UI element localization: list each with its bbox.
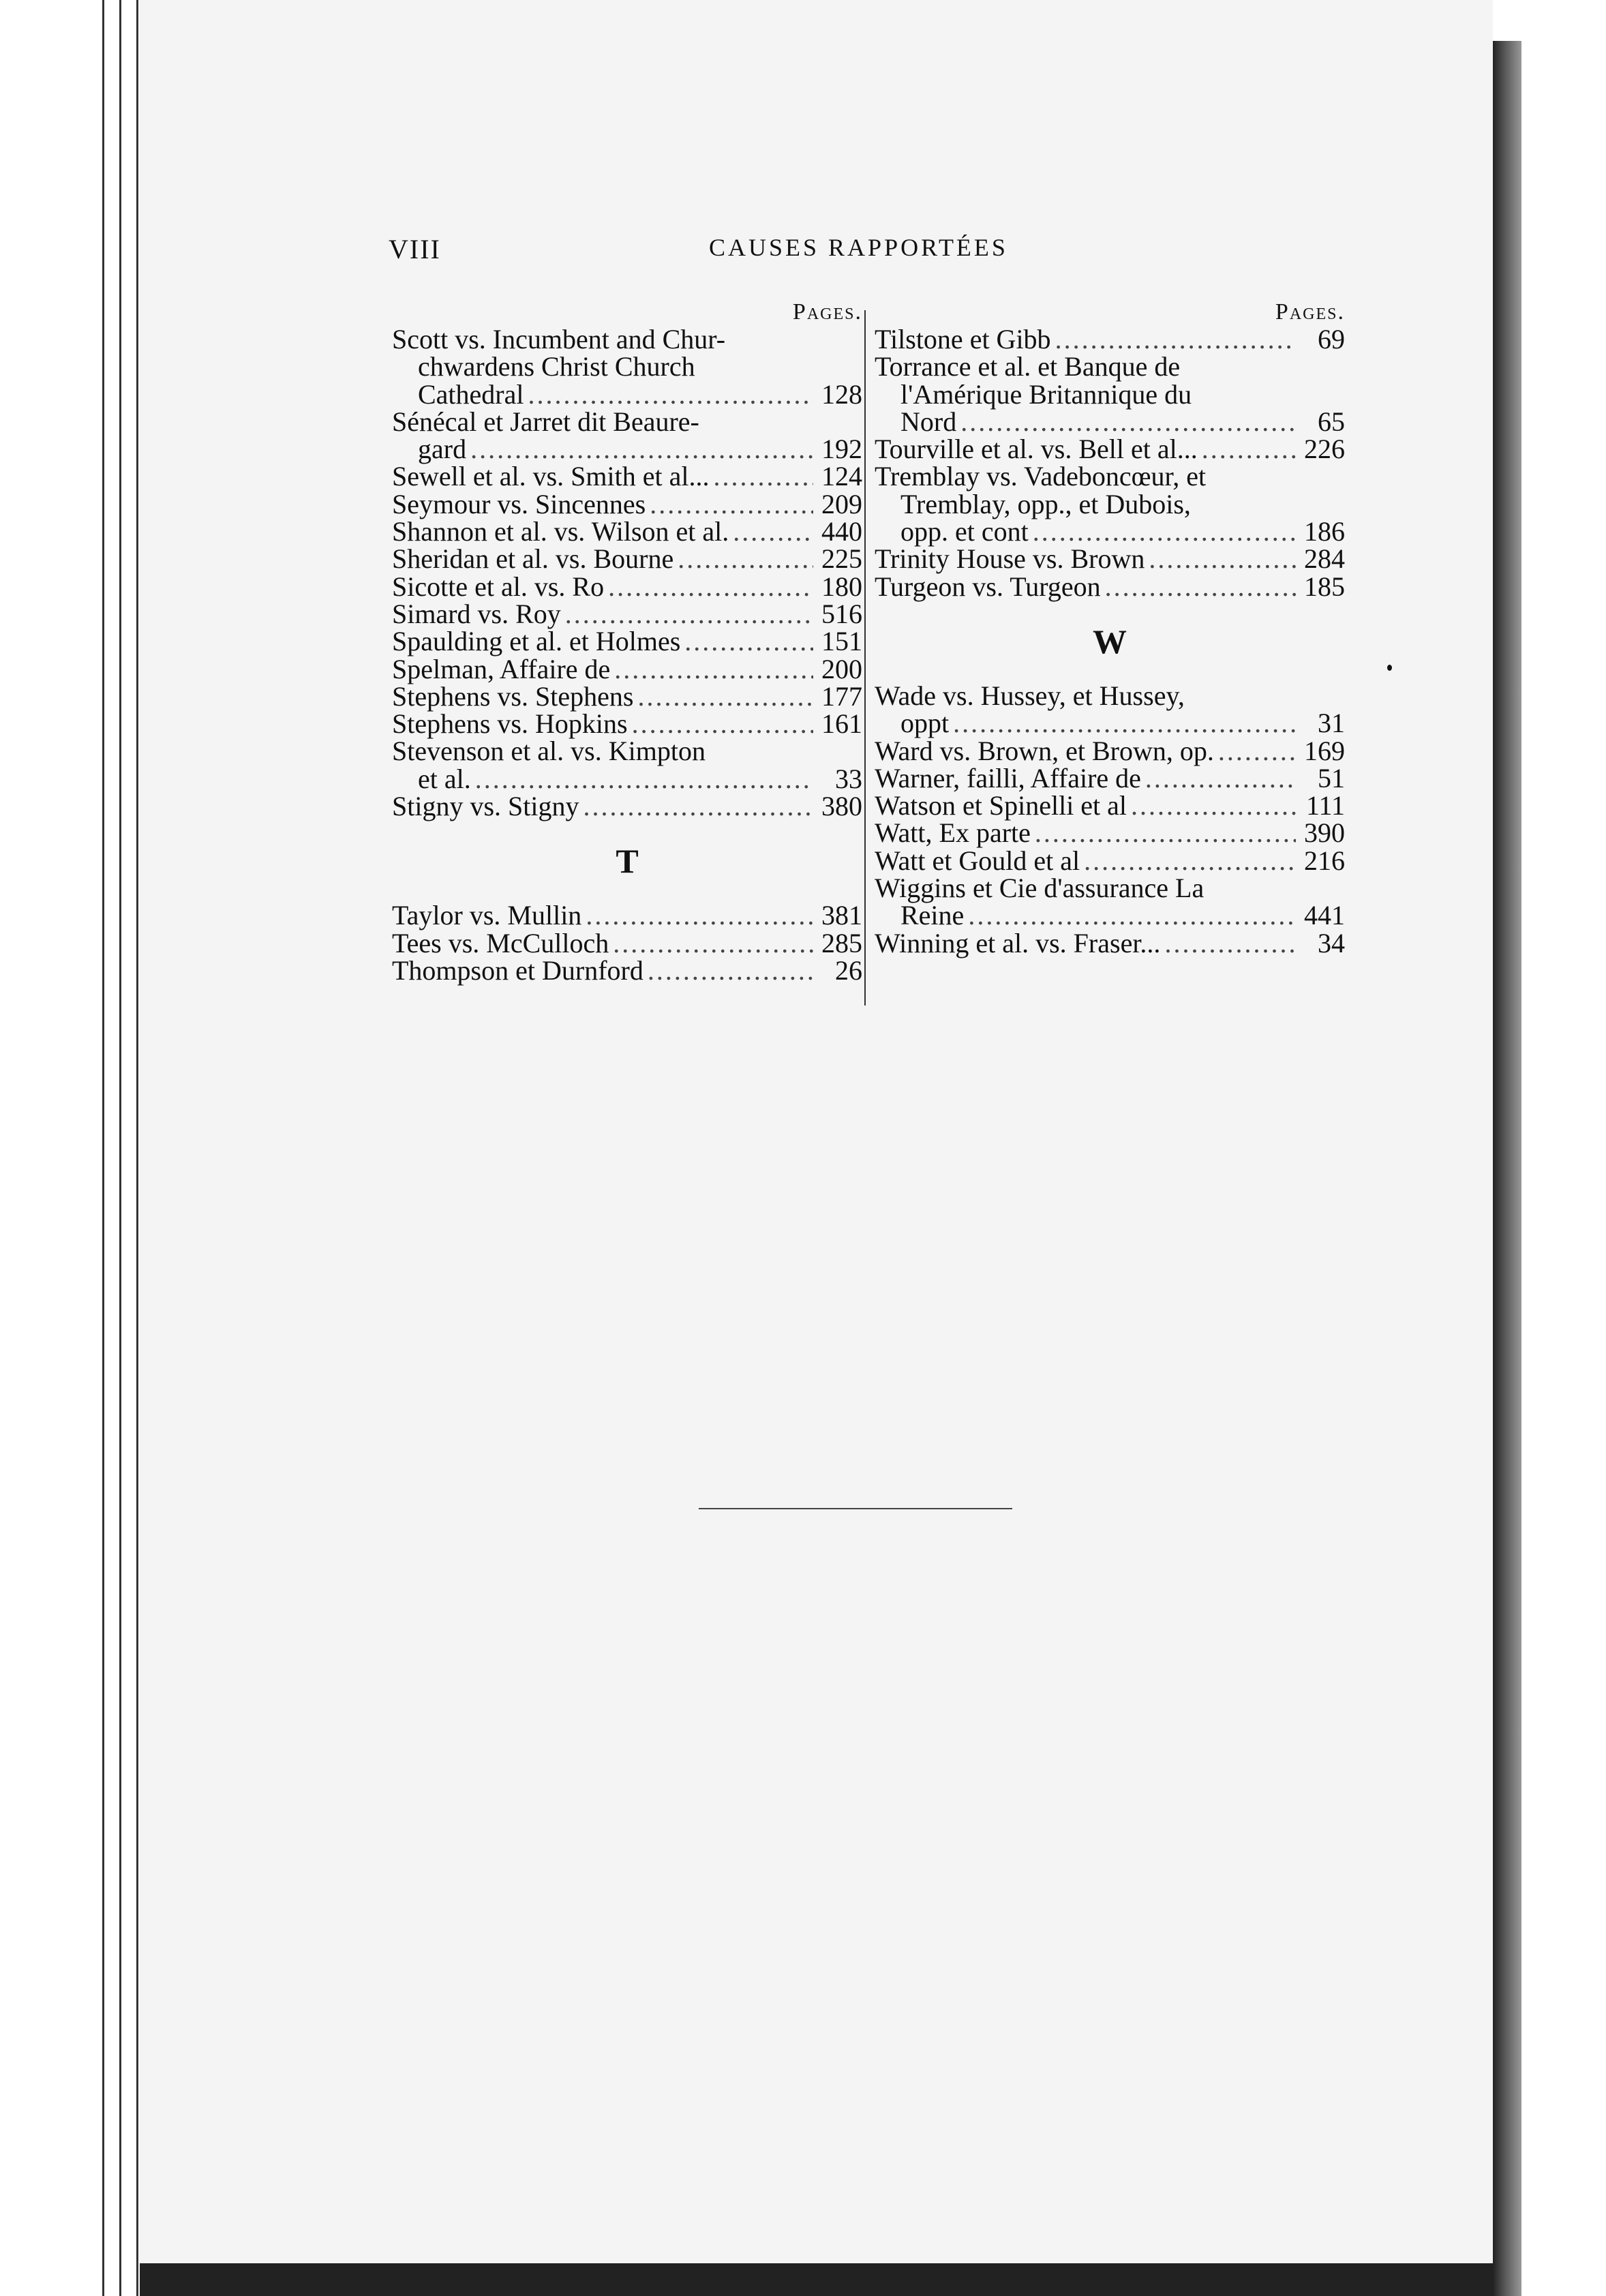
index-entry <box>875 792 1345 819</box>
entry-text: opp. et cont <box>900 516 1029 547</box>
scan-right-margin <box>1521 0 1606 2296</box>
dot-leader <box>1145 765 1296 792</box>
entry-text: Tourville et al. vs. Bell et al... <box>875 434 1198 465</box>
entry-line <box>392 598 862 629</box>
entry-line <box>875 819 1345 847</box>
entry-line <box>392 763 862 794</box>
index-entry <box>392 653 862 684</box>
dot-leader <box>968 902 1296 929</box>
entry-text: Stigny vs. Stigny <box>392 791 579 822</box>
page-ref: 380 <box>821 791 862 822</box>
dot-leader <box>586 902 813 929</box>
dot-leader <box>584 793 813 820</box>
entry-line <box>392 488 862 519</box>
entry-line <box>392 353 862 380</box>
page-ref: 31 <box>1318 708 1345 739</box>
entries-group-t-cont <box>875 326 1345 601</box>
dot-leader <box>1055 326 1296 353</box>
page-ref: 69 <box>1318 324 1345 354</box>
entry-text: oppt <box>900 708 950 739</box>
dot-leader <box>1033 518 1296 545</box>
running-title: CAUSES RAPPORTÉES <box>709 234 1008 261</box>
pages-header: Pages. <box>792 299 862 324</box>
entry-line <box>875 927 1345 958</box>
index-entry <box>392 954 862 986</box>
dot-leader <box>960 408 1296 436</box>
entry-text: Watt, Ex parte <box>875 817 1031 849</box>
page-ref: 200 <box>821 653 862 684</box>
entry-line <box>875 573 1345 601</box>
page-ref: 440 <box>821 516 862 547</box>
entry-text: Cathedral <box>418 378 524 410</box>
index-entry <box>875 819 1345 847</box>
index-entry <box>875 847 1345 875</box>
entry-text: Ward vs. Brown, et Brown, op. <box>875 735 1214 766</box>
entry-text: Turgeon vs. Turgeon <box>875 571 1101 602</box>
page-binding-shadow <box>1493 41 1521 2296</box>
page-edge-line <box>102 0 104 2296</box>
index-entry <box>875 735 1345 766</box>
entry-text: l'Amérique Britannique du <box>900 378 1192 410</box>
index-entry <box>392 793 862 820</box>
entry-line <box>392 680 862 712</box>
entry-line <box>875 735 1345 766</box>
entry-line <box>875 847 1345 875</box>
dot-leader <box>475 766 813 793</box>
entry-text: Nord <box>900 406 957 437</box>
entry-line <box>392 378 862 410</box>
entry-text: Taylor vs. Mullin <box>392 900 582 931</box>
entries-group-s <box>392 326 862 820</box>
scan-bottom-edge <box>140 2263 1493 2296</box>
page-ref: 177 <box>821 680 862 712</box>
entry-line <box>392 902 862 929</box>
entry-line <box>392 573 862 601</box>
page-ref: 226 <box>1304 434 1345 465</box>
index-entry <box>392 628 862 655</box>
entry-text: Warner, failli, Affaire de <box>875 762 1141 794</box>
index-entry <box>875 682 1345 738</box>
entry-text: Sewell et al. vs. Smith et al... <box>392 461 710 492</box>
entry-text: Watt et Gould et al <box>875 845 1080 876</box>
dot-leader <box>1202 436 1296 463</box>
entry-line <box>875 518 1345 545</box>
entry-text: Trinity House vs. Brown <box>875 543 1145 575</box>
entries-group-w <box>875 682 1345 957</box>
entries-group-t <box>392 902 862 984</box>
entry-line <box>392 545 862 573</box>
entry-line <box>392 436 862 463</box>
entry-text: Seymour vs. Sincennes <box>392 488 646 519</box>
entry-line <box>392 518 862 545</box>
entry-text: gard <box>418 434 467 465</box>
entry-text: Simard vs. Roy <box>392 598 561 629</box>
entry-text: Spaulding et al. et Holmes <box>392 626 681 657</box>
dot-leader <box>1164 930 1296 957</box>
page-ref: 516 <box>821 598 862 629</box>
entry-line <box>875 792 1345 819</box>
index-entry <box>392 598 862 629</box>
entry-line <box>392 793 862 820</box>
page-ref: 216 <box>1304 845 1345 876</box>
index-entry <box>875 762 1345 794</box>
page-ref: 161 <box>821 708 862 740</box>
dot-leader <box>1131 792 1296 819</box>
entry-text: chwardens Christ Church <box>418 351 695 382</box>
dot-leader <box>1149 545 1296 573</box>
dot-leader <box>614 656 813 683</box>
entry-line <box>392 653 862 684</box>
entry-line <box>875 545 1345 573</box>
entry-text: Tees vs. McCulloch <box>392 927 609 958</box>
entry-line <box>392 326 862 353</box>
index-entry <box>392 680 862 712</box>
index-entry <box>392 902 862 929</box>
page-ref: 151 <box>821 626 862 657</box>
page-ref: 124 <box>821 461 862 492</box>
dot-leader <box>565 601 813 628</box>
index-entry <box>875 326 1345 353</box>
entry-text: et al. <box>418 763 471 794</box>
entry-line <box>392 628 862 655</box>
dot-leader <box>714 463 814 490</box>
dot-leader <box>528 381 814 408</box>
entry-text: Stevenson et al. vs. Kimpton <box>392 736 706 767</box>
entry-line <box>392 954 862 986</box>
index-entry <box>392 738 862 793</box>
dot-leader <box>470 436 813 463</box>
index-entry <box>875 573 1345 601</box>
dot-leader <box>1084 847 1296 875</box>
column-divider <box>864 310 866 1006</box>
entry-line <box>875 488 1345 519</box>
dot-leader <box>608 573 813 601</box>
entry-line <box>875 408 1345 436</box>
page-ref: 225 <box>821 543 862 575</box>
entry-line <box>875 762 1345 794</box>
entry-text: Tremblay, opp., et Dubois, <box>900 488 1191 519</box>
entry-text: Reine <box>900 900 965 931</box>
entry-text: Wiggins et Cie d'assurance La <box>875 873 1204 904</box>
entry-text: Thompson et Durnford <box>392 954 643 986</box>
entry-line <box>875 710 1345 737</box>
entry-text: Shannon et al. vs. Wilson et al. <box>392 516 729 547</box>
entry-text: Tilstone et Gibb <box>875 324 1051 354</box>
index-entry <box>875 436 1345 463</box>
index-entry <box>875 353 1345 436</box>
page-ref: 128 <box>821 378 862 410</box>
entry-line <box>392 738 862 765</box>
entry-line <box>875 378 1345 410</box>
dot-leader <box>733 518 813 545</box>
entry-text: Stephens vs. Hopkins <box>392 708 628 740</box>
entry-text: Sheridan et al. vs. Bourne <box>392 543 674 575</box>
entry-line <box>875 682 1345 710</box>
page-ref: 180 <box>821 571 862 602</box>
entry-text: Tremblay vs. Vadeboncœur, et <box>875 461 1207 492</box>
entry-line <box>392 927 862 958</box>
index-entry <box>392 573 862 601</box>
entry-text: Sénécal et Jarret dit Beaure- <box>392 406 699 437</box>
dot-leader <box>1218 738 1296 765</box>
entry-line <box>875 436 1345 463</box>
end-rule <box>699 1508 1012 1509</box>
page-ref: 111 <box>1305 790 1345 821</box>
entry-text: Watson et Spinelli et al <box>875 790 1127 821</box>
section-letter-t: T <box>616 842 639 881</box>
page-ref: 26 <box>835 954 862 986</box>
page-ref: 284 <box>1304 543 1345 575</box>
index-entry <box>392 488 862 519</box>
page-edge-line <box>136 0 138 2296</box>
entry-text: Winning et al. vs. Fraser... <box>875 927 1161 958</box>
index-entry <box>392 927 862 958</box>
dot-leader <box>613 930 813 957</box>
index-entry <box>875 927 1345 958</box>
page-ref: 185 <box>1304 571 1345 602</box>
index-entry <box>392 518 862 545</box>
page-ref: 441 <box>1304 900 1345 931</box>
page-ref: 33 <box>835 763 862 794</box>
dot-leader <box>650 491 813 518</box>
page-ref: 51 <box>1318 762 1345 794</box>
entry-text: Sicotte et al. vs. Ro <box>392 571 605 602</box>
dot-leader <box>678 545 813 573</box>
entry-line <box>875 902 1345 929</box>
page-ref: 390 <box>1304 817 1345 849</box>
index-entry <box>392 545 862 573</box>
index-entry <box>875 875 1345 930</box>
page-edge-line <box>119 0 121 2296</box>
entry-text: Wade vs. Hussey, et Hussey, <box>875 680 1185 711</box>
index-entry <box>392 408 862 464</box>
dot-leader <box>684 628 813 655</box>
page-ref: 169 <box>1304 735 1345 766</box>
right-column <box>875 299 1345 957</box>
dot-leader <box>648 957 813 984</box>
entry-line <box>392 408 862 436</box>
entry-line <box>875 353 1345 380</box>
left-column <box>392 299 862 984</box>
entry-line <box>875 463 1345 490</box>
page-ref: 186 <box>1304 516 1345 547</box>
entry-line <box>875 326 1345 353</box>
page-ref: 285 <box>821 927 862 958</box>
entry-line <box>392 710 862 738</box>
ink-speck <box>1387 665 1392 671</box>
page-ref: 34 <box>1318 927 1345 958</box>
entry-text: Torrance et al. et Banque de <box>875 351 1181 382</box>
page-ref: 209 <box>821 488 862 519</box>
dot-leader <box>1105 573 1296 601</box>
dot-leader <box>637 683 813 710</box>
dot-leader <box>953 710 1296 737</box>
entry-line <box>392 463 862 490</box>
index-entry <box>392 710 862 738</box>
dot-leader <box>632 710 813 738</box>
page-ref: 65 <box>1318 406 1345 437</box>
index-entry <box>875 463 1345 545</box>
page-number: VIII <box>389 234 441 265</box>
index-entry <box>392 326 862 408</box>
index-entry <box>875 545 1345 573</box>
entry-text: Scott vs. Incumbent and Chur- <box>392 324 726 354</box>
page-ref: 381 <box>821 900 862 931</box>
dot-leader <box>1035 819 1296 847</box>
page-ref: 192 <box>821 434 862 465</box>
index-entry <box>392 463 862 490</box>
entry-text: Stephens vs. Stephens <box>392 680 634 712</box>
entry-line <box>875 875 1345 902</box>
pages-header: Pages. <box>1275 299 1345 324</box>
entry-text: Spelman, Affaire de <box>392 653 611 684</box>
section-letter-w: W <box>1093 622 1127 661</box>
